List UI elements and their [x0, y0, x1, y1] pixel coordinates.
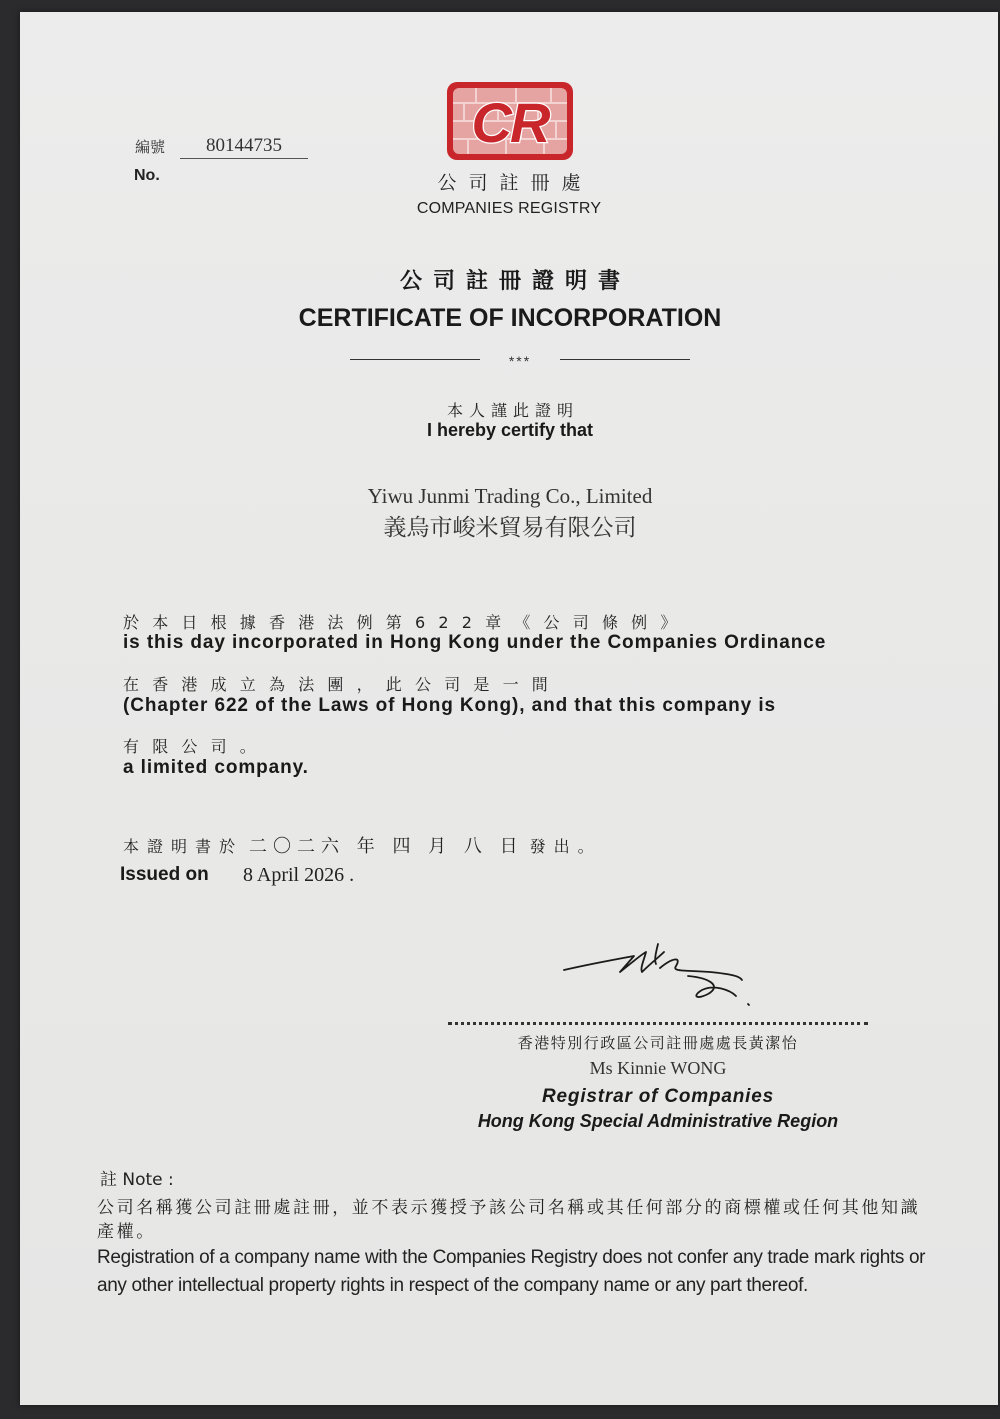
- registrar-signature: [560, 934, 760, 1014]
- title-divider-right: [560, 359, 690, 360]
- registrar-name-en: Ms Kinnie WONG: [589, 1058, 727, 1078]
- certify-text-cn: 本人謹此證明: [446, 401, 579, 420]
- certificate-number-label-en: No.: [134, 167, 160, 184]
- title-stars: ***: [508, 353, 532, 369]
- company-name-cn: 義烏市峻米貿易有限公司: [383, 515, 637, 541]
- registrar-region: Hong Kong Special Administrative Region: [477, 1111, 839, 1131]
- companies-registry-logo: [446, 81, 574, 161]
- registrar-title: Registrar of Companies: [542, 1086, 774, 1107]
- registry-name-en: COMPANIES REGISTRY: [416, 200, 602, 217]
- body-line-1-en: is this day incorporated in Hong Kong under the Companies Ordinance: [123, 632, 827, 653]
- certificate-title-en: CERTIFICATE OF INCORPORATION: [298, 304, 722, 332]
- note-text-cn: 公司名稱獲公司註冊處註冊，並不表示獲授予該公司名稱或其任何部分的商標權或任何其他知識產權。: [97, 1198, 921, 1242]
- signature-dotted-line: [448, 1022, 868, 1025]
- issue-date-value-en: 8 April 2026 .: [243, 864, 355, 886]
- company-name-en: Yiwu Junmi Trading Co., Limited: [367, 484, 653, 508]
- body-line-3-en: a limited company.: [123, 757, 309, 778]
- issue-prefix-cn: 本證明書於: [123, 837, 244, 856]
- note-label: 註 Note :: [100, 1170, 174, 1190]
- body-line-3-cn: 有限公司。: [123, 737, 270, 756]
- note-text-en: Registration of a company name with the Companies Registry does not confer any trade mark rights or any other intellectual property rights in respect of the company name or any part thereof.: [97, 1247, 926, 1296]
- issue-label-en: Issued on: [120, 864, 209, 885]
- registrar-name-cn: 香港特別行政區公司註冊處處長黃潔怡: [517, 1034, 799, 1052]
- certify-text-en: I hereby certify that: [426, 420, 594, 440]
- body-line-2-en: (Chapter 622 of the Laws of Hong Kong), and that this company is: [123, 695, 776, 716]
- issue-suffix-cn: 發出。: [529, 837, 602, 856]
- certificate-number-label-cn: 編號: [135, 138, 166, 156]
- registry-name-cn: 公司註冊處: [437, 172, 593, 194]
- certificate-number-value: 80144735: [180, 135, 308, 159]
- certificate-title-cn: 公司註冊證明書: [399, 269, 631, 294]
- body-line-1-cn: 於本日根據香港法例第622章《公司條例》: [123, 613, 690, 632]
- issue-date-value-cn: 二〇二六 年 四 月 八 日: [249, 836, 524, 857]
- body-line-2-cn: 在香港成立為法團，此公司是一間: [123, 675, 562, 694]
- title-divider-left: [350, 359, 480, 360]
- certificate-paper: [20, 12, 998, 1405]
- issue-date-cn: [123, 832, 602, 858]
- logo-text: CR: [471, 91, 549, 154]
